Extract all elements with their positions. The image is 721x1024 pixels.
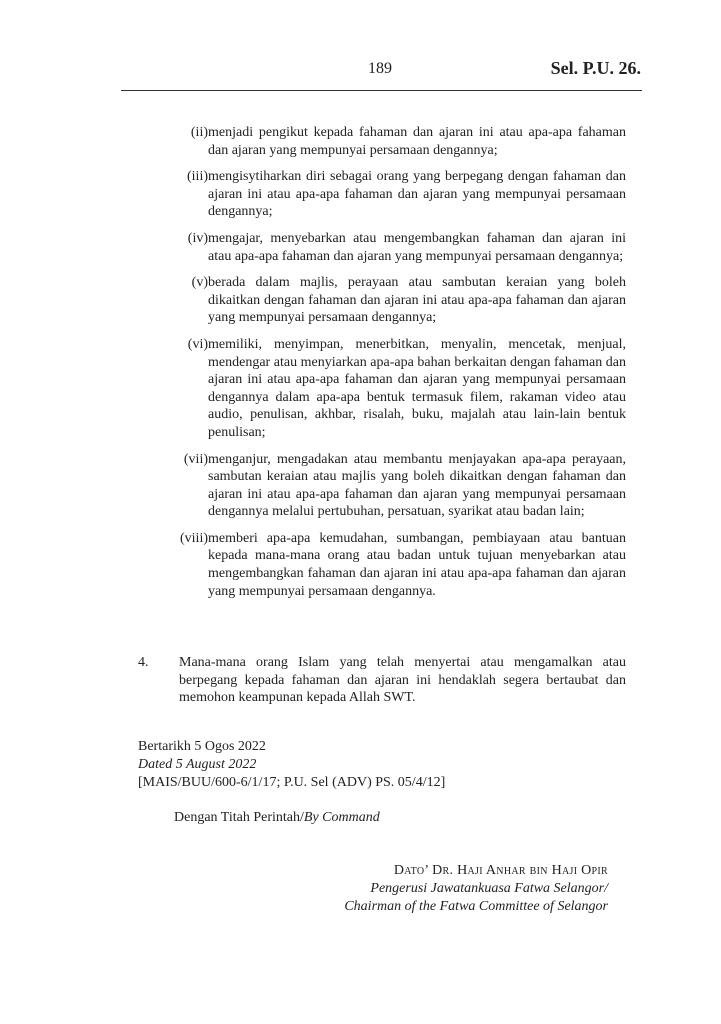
page-number: 189 [368, 60, 392, 77]
command-malay: Dengan Titah Perintah/ [174, 810, 304, 825]
list-item-text: mengajar, menyebarkan atau mengembangkan fahaman dan ajaran ini atau apa-apa fahaman dan ajaran yang mempunyai persamaan dengannya; [208, 230, 626, 264]
list-items [160, 124, 626, 609]
list-item-text: berada dalam majlis, perayaan atau sambutan keraian yang boleh dikaitkan dengan fahaman dan ajaran ini atau apa-apa fahaman dan ajaran yang mempunyai persamaan dengannya; [208, 275, 626, 326]
file-reference: [MAIS/BUU/600-6/1/17; P.U. Sel (ADV) PS. 05/4/12] [138, 775, 446, 790]
signatory-title-malay: Pengerusi Jawatankuasa Fatwa Selangor/ [370, 881, 608, 896]
list-item-number: (v) [191, 275, 208, 291]
list-item-number: (vii) [183, 451, 208, 467]
list-item [160, 451, 626, 521]
signature-block [300, 862, 608, 916]
list-item-text: memberi apa-apa kemudahan, sumbangan, pembiayaan atau bantuan kepada mana-mana orang atau badan untuk tujuan menyebarkan atau mengembangkan fahaman dan ajaran ini atau apa-apa fahaman dan ajaran yang mempunyai persamaan dengannya. [208, 530, 626, 599]
header-divider [121, 90, 642, 91]
list-item-number: (vi) [187, 336, 208, 352]
list-item [160, 274, 626, 327]
paragraph-number: 4. [138, 655, 149, 670]
list-item [160, 124, 626, 159]
list-item-text: menjadi pengikut kepada fahaman dan ajaran ini atau apa-apa fahaman dan ajaran yang mempunyai persamaan dengannya; [208, 125, 626, 158]
list-item [160, 336, 626, 442]
command-line [174, 810, 380, 826]
list-item-text: menganjur, mengadakan atau membantu menjayakan apa-apa perayaan, sambutan keraian atau majlis yang boleh dikaitkan dengan fahaman dan ajaran ini atau apa-apa fahaman dan ajaran yang mempunyai persamaan dengannya melalui pertubuhan, persatuan, syarikat atau badan lain; [208, 451, 626, 520]
malay-date: Bertarikh 5 Ogos 2022 [138, 739, 266, 754]
list-item-number: (iv) [187, 230, 208, 246]
list-item-number: (ii) [190, 125, 208, 140]
signatory-name: Dato’ Dr. Haji Anhar bin Haji Opir [393, 863, 608, 878]
list-item-number: (iii) [187, 169, 208, 185]
date-block [138, 738, 445, 792]
paragraph-text: Mana-mana orang Islam yang telah menyertai atau mengamalkan atau berpegang kepada fahaman dan ajaran ini hendaklah segera bertaubat dan memohon keampunan kepada Allah SWT. [179, 655, 626, 706]
command-english: By Command [303, 810, 380, 825]
list-item [160, 530, 626, 600]
list-item-text: memiliki, menyimpan, menerbitkan, menyalin, mencetak, menjual, mendengar atau menyiarkan apa-apa bahan berkaitan dengan fahaman dan ajaran ini atau apa-apa fahaman dan ajaran yang mempunyai persamaan dengannya dalam apa-apa bentuk termasuk filem, rakaman video atau audio, penulisan, akhbar, risalah, buku, majalah atau lain-lain bentuk penulisan; [208, 336, 626, 440]
paragraph-4 [138, 654, 626, 707]
document-reference: Sel. P.U. 26. [550, 58, 641, 78]
english-date: Dated 5 August 2022 [138, 757, 257, 772]
list-item-text: mengisytiharkan diri sebagai orang yang berpegang dengan fahaman dan ajaran ini atau apa-apa fahaman dan ajaran yang mempunyai persamaan dengannya; [208, 169, 626, 220]
signatory-title-english: Chairman of the Fatwa Committee of Selangor [344, 899, 608, 914]
list-item [160, 168, 626, 221]
list-item [160, 230, 626, 265]
list-item-number: (viii) [180, 530, 208, 546]
